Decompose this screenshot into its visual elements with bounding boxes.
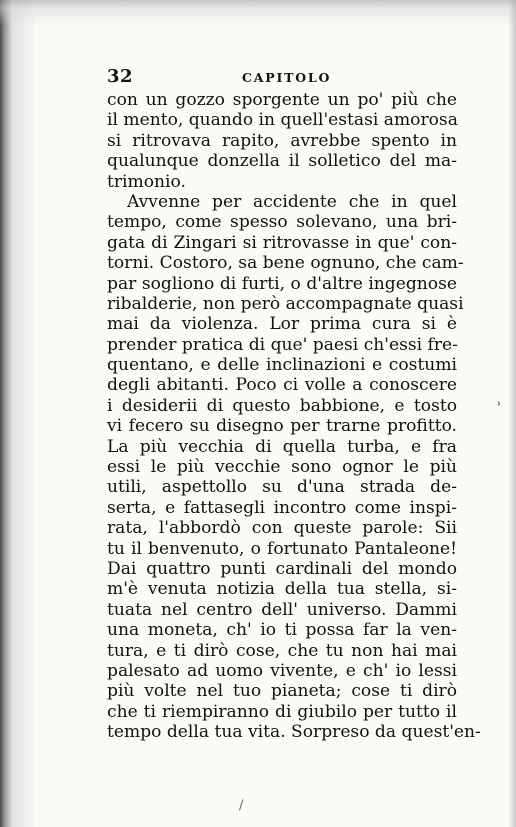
text-line: trimonio. [107,171,186,192]
text-line: tempo della tua vita. Sorpreso da quest'en- [107,722,481,743]
text-line: utili, aspettollo su d'una strada de- [107,477,457,498]
running-head: CAPITOLO [242,70,332,85]
paragraph-first-line: Avvenne per accidente che in quel [127,191,457,212]
text-line: tu il benvenuto, o fortunato Pantaleone! [107,538,457,559]
text-line: prender pratica di que' paesi ch'essi fre- [107,334,458,355]
page-left-edge-shadow [0,0,34,827]
text-line: una moneta, ch' io ti possa far la ven- [107,620,457,641]
text-line: più volte nel tuo pianeta; cose ti dirò [107,681,457,702]
page-right-edge-shadow [508,0,516,827]
text-line: Dai quattro punti cardinali del mondo [107,558,457,579]
body-text [107,90,481,743]
text-line: mai da violenza. Lor prima cura si è [107,314,457,335]
text-line: i desiderii di questo babbione, e tosto [107,395,457,416]
text-line: si ritrovava rapito, avrebbe spento in [107,130,457,151]
text-line: par sogliono di furti, o d'altre ingegnose [107,273,457,294]
text-line: tuata nel centro dell' universo. Dammi [107,599,457,620]
text-line: qualunque donzella il solletico del ma- [107,151,457,172]
text-line: serta, e fattasegli incontro come inspi- [107,497,457,518]
text-line: ribalderie, non però accompagnate quasi [107,293,464,314]
text-line: torni. Costoro, sa bene ognuno, che cam- [107,253,464,274]
text-line: il mento, quando in quell'estasi amorosa [107,110,458,131]
text-line: essi le più vecchie sono ognor le più [107,457,457,478]
text-line: che ti riempiranno di giubilo per tutto il [107,701,457,722]
page-number: 32 [107,66,134,87]
page-top-edge-shadow [0,0,516,26]
stray-mark-bottom: / [239,798,244,813]
text-line: La più vecchia di quella turba, e fra [107,436,457,457]
text-line: rata, l'abbordò con queste parole: Sii [107,518,457,539]
page-header [107,66,457,88]
text-line: vi fecero su disegno per trarne profitto. [107,416,457,437]
text-line: con un gozzo sporgente un po' più che [107,90,457,110]
text-line: palesato ad uomo vivente, e ch' io lessi [107,660,457,681]
text-line: gata di Zingari si ritrovasse in que' con- [107,232,457,253]
text-line: quentano, e delle inclinazioni e costumi [107,355,457,376]
text-line: tempo, come spesso solevano, una bri- [107,212,457,233]
margin-mark-right: ˒ [497,395,502,413]
text-line: tura, e ti dirò cose, che tu non hai mai [107,640,457,661]
text-line: m'è venuta notizia della tua stella, si- [107,579,457,600]
text-line: degli abitanti. Poco ci volle a conoscere [107,375,457,396]
